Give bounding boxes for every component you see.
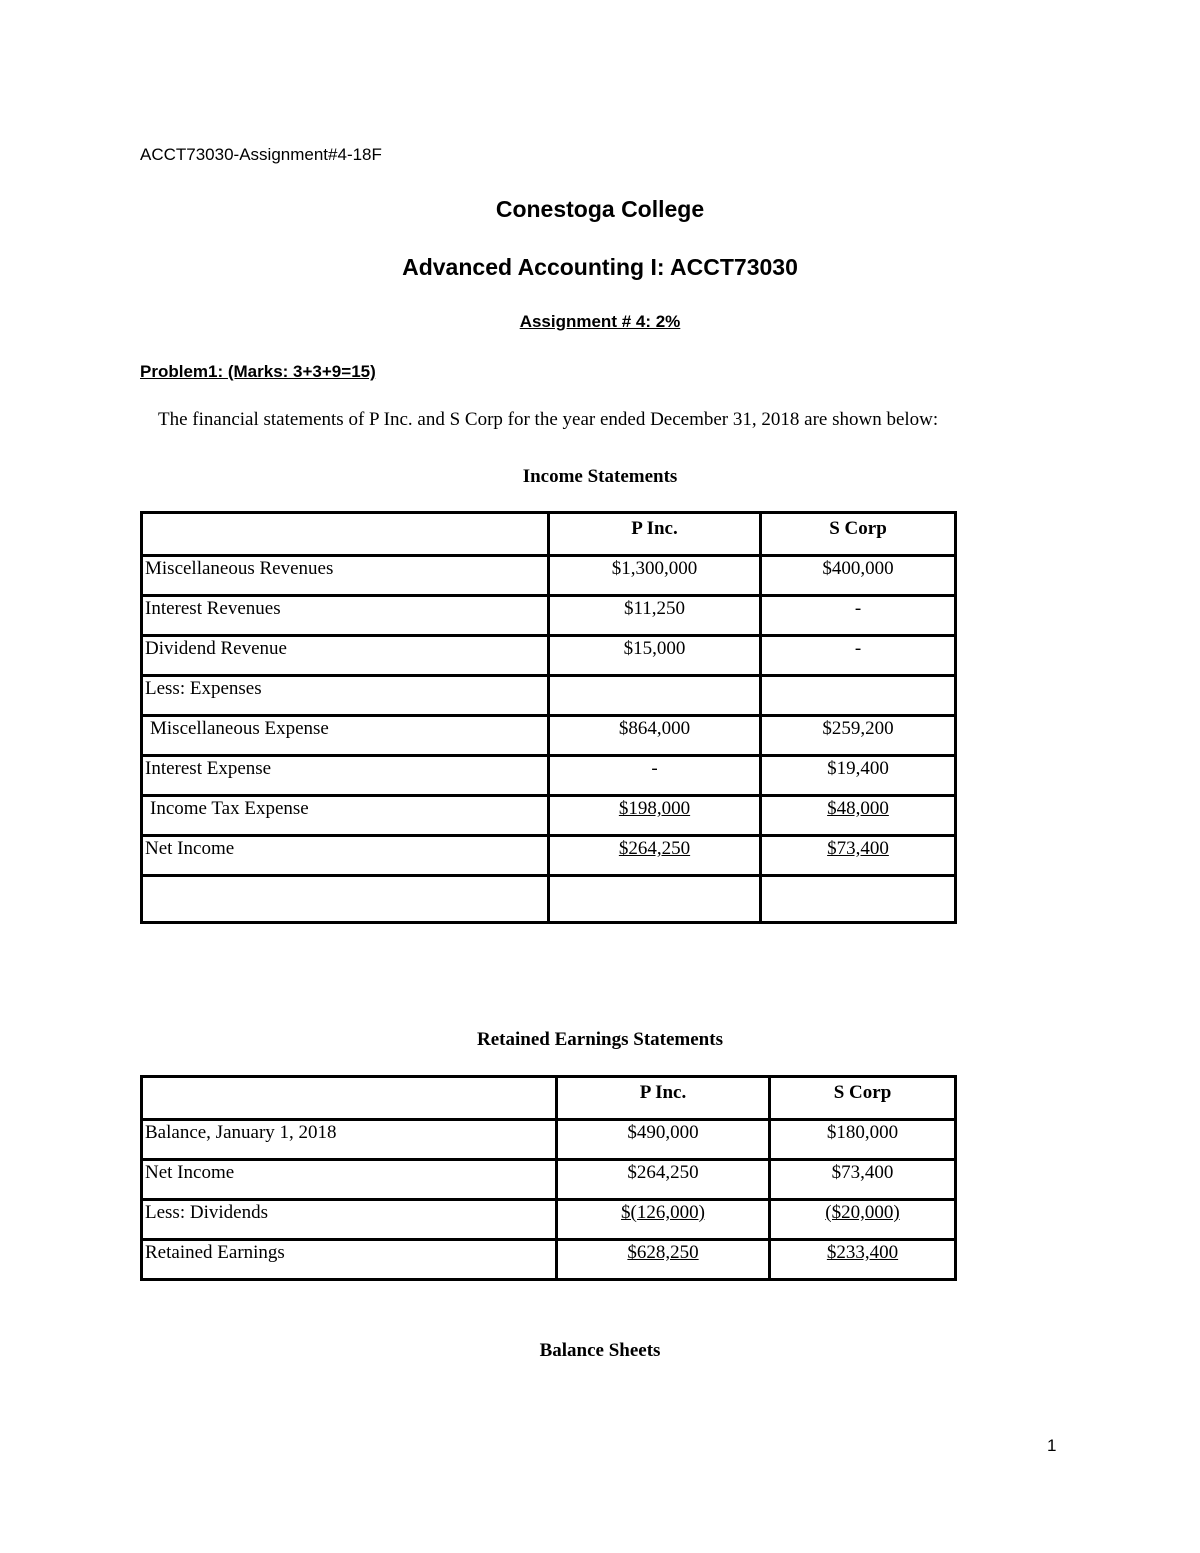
table-row xyxy=(142,1200,956,1240)
row-label: Net Income xyxy=(142,1160,557,1200)
table-header-row xyxy=(142,1077,956,1120)
header-s-corp: S Corp xyxy=(770,1077,956,1120)
row-label: Balance, January 1, 2018 xyxy=(142,1120,557,1160)
college-title: Conestoga College xyxy=(495,196,705,222)
income-statements-title: Income Statements xyxy=(522,466,678,487)
table-row xyxy=(142,836,956,876)
table-row xyxy=(142,556,956,596)
s-corp-value: $19,400 xyxy=(761,756,956,796)
p-inc-value: $264,250 xyxy=(557,1160,770,1200)
table-row xyxy=(142,676,956,716)
row-label: Income Tax Expense xyxy=(142,796,549,836)
balance-sheets-title: Balance Sheets xyxy=(539,1340,661,1361)
p-inc-value xyxy=(549,676,761,716)
p-inc-value: $864,000 xyxy=(549,716,761,756)
problem-heading: Problem1: (Marks: 3+3+9=15) xyxy=(140,362,376,381)
row-label: Net Income xyxy=(142,836,549,876)
table-header-row xyxy=(142,513,956,556)
row-label: Less: Expenses xyxy=(142,676,549,716)
s-corp-value: $400,000 xyxy=(761,556,956,596)
row-label: Retained Earnings xyxy=(142,1240,557,1280)
p-inc-value: $490,000 xyxy=(557,1120,770,1160)
s-corp-value: - xyxy=(761,636,956,676)
p-inc-value: $15,000 xyxy=(549,636,761,676)
assignment-title: Assignment # 4: 2% xyxy=(519,312,681,331)
intro-paragraph: The financial statements of P Inc. and S Corp for the year ended December 31, 2018 are shown below: xyxy=(158,409,939,430)
course-title: Advanced Accounting I: ACCT73030 xyxy=(402,254,798,280)
table-row xyxy=(142,796,956,836)
document-header-code: ACCT73030-Assignment#4-18F xyxy=(140,145,382,164)
retained-earnings-table xyxy=(140,1075,957,1281)
s-corp-value: ($20,000) xyxy=(825,1202,900,1223)
row-label: Less: Dividends xyxy=(142,1200,557,1240)
retained-earnings-title: Retained Earnings Statements xyxy=(477,1029,723,1050)
p-inc-value: $1,300,000 xyxy=(549,556,761,596)
table-row xyxy=(142,1160,956,1200)
header-label-cell xyxy=(142,513,549,556)
s-corp-value: - xyxy=(761,596,956,636)
p-inc-value: $11,250 xyxy=(549,596,761,636)
table-row-empty xyxy=(142,876,956,923)
header-s-corp: S Corp xyxy=(761,513,956,556)
income-statements-table xyxy=(140,511,957,924)
row-label: Dividend Revenue xyxy=(142,636,549,676)
page-number: 1 xyxy=(1047,1436,1057,1455)
s-corp-value: $73,400 xyxy=(770,1160,956,1200)
s-corp-value: $233,400 xyxy=(826,1242,899,1263)
p-inc-value: $198,000 xyxy=(618,798,691,819)
table-row xyxy=(142,716,956,756)
row-label: Miscellaneous Expense xyxy=(142,716,549,756)
p-inc-value: - xyxy=(549,756,761,796)
header-label-cell xyxy=(142,1077,557,1120)
table-row xyxy=(142,636,956,676)
s-corp-value: $259,200 xyxy=(761,716,956,756)
header-p-inc: P Inc. xyxy=(557,1077,770,1120)
s-corp-value: $48,000 xyxy=(827,798,889,819)
s-corp-value: $180,000 xyxy=(770,1120,956,1160)
table-row xyxy=(142,596,956,636)
s-corp-value: $73,400 xyxy=(827,838,889,859)
header-p-inc: P Inc. xyxy=(549,513,761,556)
p-inc-value: $628,250 xyxy=(627,1242,699,1263)
p-inc-value: $264,250 xyxy=(618,838,691,859)
table-row xyxy=(142,756,956,796)
p-inc-value: $(126,000) xyxy=(621,1202,705,1223)
row-label: Miscellaneous Revenues xyxy=(142,556,549,596)
table-row xyxy=(142,1120,956,1160)
row-label: Interest Expense xyxy=(142,756,549,796)
s-corp-value xyxy=(761,676,956,716)
row-label: Interest Revenues xyxy=(142,596,549,636)
table-row xyxy=(142,1240,956,1280)
